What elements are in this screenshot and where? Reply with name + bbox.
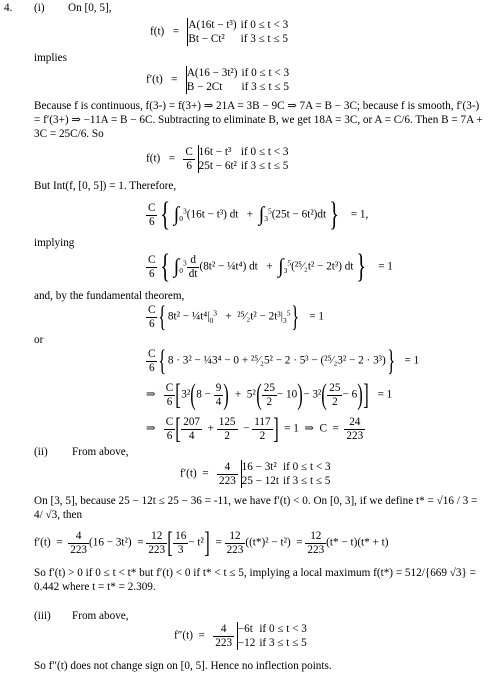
cases (198, 145, 294, 173)
integrand-2: (²⁵⁄₂t² − 2t³) dt (291, 260, 354, 273)
rhs: = 1 (404, 354, 420, 367)
coef-fraction: $\frac{C}{6}$ (185, 145, 193, 172)
paragraph-continuity: Because f is continuous, f(3-) = f(3+) ⇒ 21A = 3B − 9C ⇒ 7A = B − 3C; because f is smooth, f′(3-) = f′(3+) ⇒ −11A = B − 6C. Subtracting to eliminate B, we get 18A = 3C, or A = C/6. Then B = 7A + 3C = 25C/6. So (34, 100, 483, 140)
implies-arrow: ⇒ (146, 388, 156, 401)
eq-sign: = (168, 152, 175, 165)
derivative-fraction: $\frac{d}{dt}$ (188, 253, 198, 280)
case1-expr: A(16 − 3t²) (186, 67, 238, 79)
integral-sentence: But Int(f, [0, 5]) = 1. Therefore, (34, 180, 177, 192)
from-above-text: From above, (72, 446, 129, 458)
part-iii-label: (iii) (34, 610, 51, 622)
rhs: = 1 (378, 260, 393, 273)
integral-sign: ∫ (173, 255, 180, 278)
antiderivative-2: ²⁵⁄₂t² − 2t³ (237, 310, 281, 323)
integrand-2: (25t − 6t²)dt (271, 208, 327, 221)
case2-expr: B − 2Ct (186, 81, 223, 93)
f-final-definition (146, 145, 294, 173)
conclusion-text: So f″(t) does not change sign on [0, 5]. Hence no inflection points. (34, 660, 332, 672)
case1-cond: if 0 ≤ t < 3 (241, 67, 290, 79)
plus-sign: + (225, 310, 232, 323)
equation-evaluated: $\frac{C}{6}$ {$8t^2 - \frac{1}{4}t^4|_0^3$ + ²⁵⁄₂t² − $2t^3|_3^5$} = 1 (148, 300, 324, 333)
part-ii-label: (ii) (34, 446, 48, 458)
integral-sign: ∫ (258, 203, 265, 226)
fprime-lhs: f′(t) (146, 73, 163, 86)
case2-cond: if 3 ≤ t ≤ 5 (240, 33, 288, 45)
case1-cond: if 0 ≤ t < 3 (240, 146, 289, 158)
or-text: or (34, 334, 44, 346)
equation-simplified: ⇒ $\frac{C}{6}$ [3²(8 − $\frac{9}{4}$ ) + 5²( $\frac{25}{2}$ − 10)− 3²( $\frac{25}{2}$ − 6)] = 1 (146, 378, 393, 411)
cases (186, 66, 294, 94)
paragraph-sign-analysis: On [3, 5], because 25 − 12t ≤ 25 − 36 = -11, we have f′(t) < 0. On [0, 3], if we define t* = √16 / 3 = 4/ √3, then (34, 495, 478, 521)
plus-sign: + (266, 260, 273, 273)
plus-sign: + (246, 208, 254, 221)
equation-integral-1: $\frac{C}{6}$ { $\int_0^3(16t - t^3)$ dt + $\int_3^5(25t - 6t^2)dt$} = 1, (148, 196, 369, 233)
coef-fraction: $\frac{C}{6}$ (165, 381, 174, 408)
derivative-chain: f′(t) = $\frac{4}{223}$ (16 − 3t²) = $\frac{12}{223}$ [ $\frac{16}{3}$ − t²] = $\frac{12}{223}$ ((t*)² − t²) = $\frac{12}{223}$ (t* − t)(t* + t) (34, 526, 389, 559)
fdouble-definition: f″(t) = $\frac{4}{223}$ −6t if 0 ≤ t < 3 −12 if 3 ≤ t ≤ 5 (174, 622, 312, 650)
fprime-ii-definition: f′(t) = $\frac{4}{223}$ 16 − 3t² if 0 ≤ t < 3 25 − 12t if 3 ≤ t ≤ 5 (180, 460, 336, 488)
interval-text: On [0, 5], (68, 2, 112, 14)
numeric-body: 8 · 3² − ¼3⁴ − 0 + ²⁵⁄₂5² − 2 · 5³ − (²⁵⁄₂3² − 2 · 3³) (167, 354, 386, 367)
cases (187, 18, 293, 46)
case2-expr: Bt − Ct² (188, 33, 225, 45)
rhs: = 1 (377, 388, 393, 401)
case2-cond: if 3 ≤ t ≤ 5 (241, 81, 289, 93)
coef-fraction: $\frac{C}{6}$ (148, 253, 156, 280)
implies-arrow: ⇒ (146, 422, 156, 435)
coef-fraction: $\frac{C}{6}$ (148, 201, 156, 228)
implies-text: implies (34, 52, 67, 64)
fprime-lhs: f′(t) (180, 467, 197, 480)
part-i-label: (i) (34, 2, 45, 14)
case1-expr: 16t − t³ (198, 146, 232, 158)
cases: 16 − 3t² if 0 ≤ t < 3 25 − 12t if 3 ≤ t ≤ 5 (241, 460, 336, 488)
paragraph-local-max: So f′(t) > 0 if 0 ≤ t < t* but f′(t) < 0 if t* < t ≤ 5, implying a local maximum f(t*) = 512/{669 √3} = 0.442 where t = t* = 2.309. (34, 567, 476, 593)
coef-fraction: $\frac{4}{223}$ (219, 460, 236, 487)
equation-numeric: $\frac{C}{6}$ {8 · 3² − ¼3⁴ − 0 + ²⁵⁄₂5² − 2 · 5³ − (²⁵⁄₂3² − 2 · 3³)} = 1 (148, 344, 420, 377)
implying-text: implying (34, 237, 75, 249)
problem-number: 4. (4, 2, 13, 14)
case2-expr: 25t − 6t² (198, 160, 237, 172)
result-fraction: $\frac{24}{223}$ (346, 415, 364, 442)
integral-sign: ∫ (173, 203, 180, 226)
rhs: = 1 (309, 310, 324, 323)
equation-solution: ⇒ $\frac{C}{6}$ [ $\frac{207}{4}$ + $\frac{125}{2}$ − $\frac{117}{2}$ ] = 1 ⇒ C = $\frac{24}{223}$ (146, 412, 364, 445)
case2-cond: if 3 ≤ t ≤ 5 (240, 160, 289, 172)
coef-fraction: $\frac{C}{6}$ (148, 303, 156, 330)
integrand-1: (16t − t³) dt (186, 208, 239, 221)
integrand-1: (8t² − ¼t⁴) dt (199, 260, 258, 273)
fdouble-lhs: f″(t) (174, 629, 193, 642)
case1-cond: if 0 ≤ t < 3 (240, 19, 289, 31)
fprime-definition (146, 66, 294, 94)
equation-integral-2: $\frac{C}{6}$ { $\int_0^3$ $\frac{d}{dt}$ (8t² − ¼t⁴) dt + $\int_3^5(^{25}⁄_2t^2 - 2t^3)$ dt} = 1 (148, 248, 393, 285)
fundamental-text: and, by the fundamental theorem, (34, 290, 185, 302)
case1-expr: A(16t − t³) (188, 19, 237, 31)
f-lhs: f(t) (146, 152, 161, 165)
cases: −6t if 0 ≤ t < 3 −12 if 3 ≤ t ≤ 5 (237, 622, 312, 650)
coef-fraction: $\frac{4}{223}$ (215, 622, 233, 649)
coef-fraction: $\frac{C}{6}$ (148, 347, 156, 374)
f-definition (150, 18, 293, 46)
from-above-text: From above, (72, 610, 129, 622)
antiderivative-1: 8t² − ¼t⁴ (167, 310, 208, 323)
f-lhs: f(t) (150, 25, 165, 38)
rhs: = 1, (350, 208, 369, 221)
coef-fraction: $\frac{C}{6}$ (165, 415, 174, 442)
eq-sign: = (171, 73, 178, 86)
integral-sign: ∫ (278, 255, 284, 278)
eq-sign: = (172, 25, 179, 38)
